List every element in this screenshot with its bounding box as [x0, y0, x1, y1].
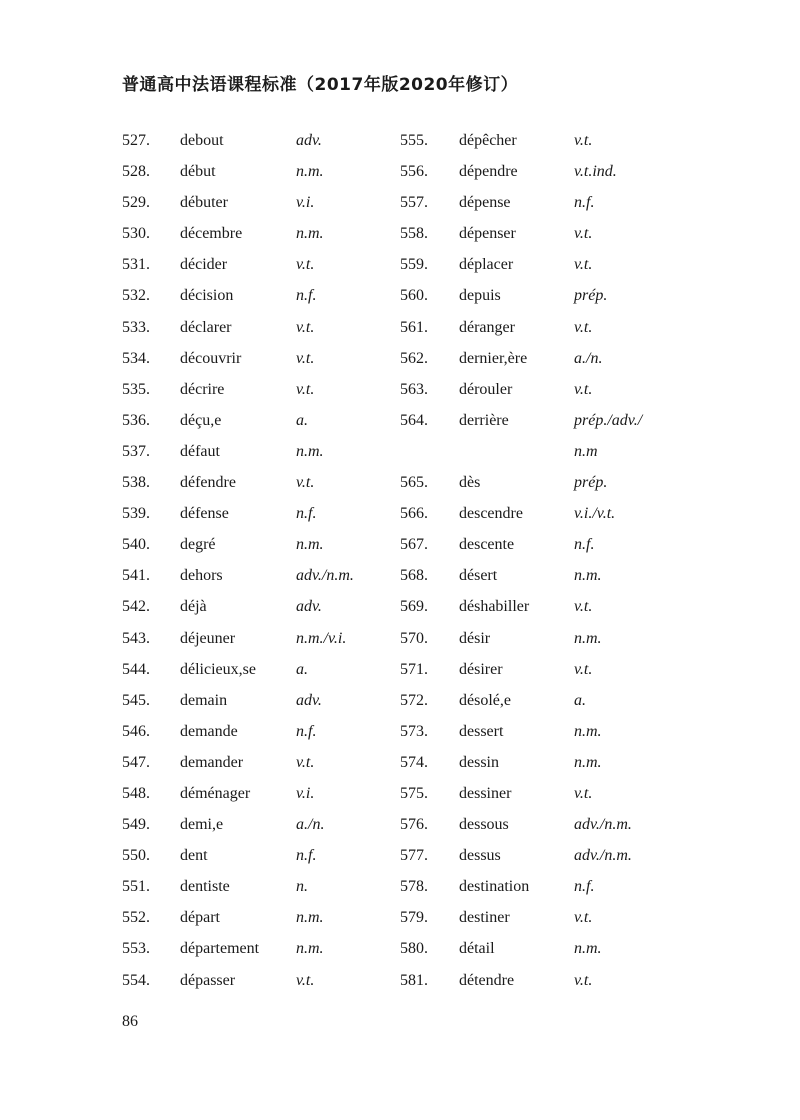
entry-number: 579. [400, 909, 428, 927]
entry-part-of-speech: adv./n.m. [574, 847, 632, 865]
vocab-entry [122, 374, 422, 405]
entry-word: département [180, 940, 260, 958]
entry-word: déshabiller [459, 598, 530, 616]
vocab-entry [400, 685, 700, 716]
entry-word: dessert [459, 722, 504, 740]
entry-number: 528. [122, 163, 150, 181]
entry-number: 557. [400, 194, 428, 212]
entry-part-of-speech: v.i. [296, 194, 315, 212]
vocab-entry [122, 498, 422, 529]
entry-part-of-speech: n.m. [296, 442, 324, 460]
entry-number: 555. [400, 132, 428, 149]
entry-number: 532. [122, 287, 150, 305]
entry-word: degré [180, 536, 216, 554]
entry-part-of-speech: v.t. [296, 256, 315, 274]
vocab-entry [400, 187, 700, 218]
entry-word: destination [459, 878, 530, 896]
entry-number: 537. [122, 442, 150, 460]
entry-part-of-speech: v.t. [574, 971, 593, 989]
entry-word: destiner [459, 909, 510, 927]
entry-word: dès [459, 474, 481, 492]
entry-part-of-speech: n.m. [296, 536, 324, 554]
vocab-entry [400, 280, 700, 311]
vocab-entry [400, 933, 700, 964]
entry-part-of-speech: v.t. [574, 784, 593, 802]
entry-word: délicieux,se [180, 660, 256, 678]
vocab-entry [122, 312, 422, 343]
entry-number: 561. [400, 318, 428, 336]
entry-word: déjà [180, 598, 207, 616]
entry-part-of-speech: n.m./v.i. [296, 629, 347, 647]
entry-part-of-speech: n.m. [296, 163, 324, 181]
vocab-entry [122, 965, 422, 996]
entry-part-of-speech: v.t. [296, 474, 315, 492]
entry-part-of-speech: v.t. [574, 598, 593, 616]
entry-word: dehors [180, 567, 223, 585]
vocab-entry [400, 716, 700, 747]
entry-number: 565. [400, 474, 428, 492]
entry-word: descente [459, 536, 515, 554]
entry-word: détail [459, 940, 495, 958]
entry-part-of-speech: v.t. [296, 318, 315, 336]
entry-number: 578. [400, 878, 428, 896]
entry-number: 545. [122, 691, 150, 709]
entry-word: décrire [180, 380, 225, 398]
vocab-entry [400, 747, 700, 778]
vocab-entry [400, 809, 700, 840]
entry-part-of-speech: n.m. [574, 629, 602, 647]
entry-word: déménager [180, 784, 251, 802]
vocab-entry [122, 467, 422, 498]
entry-number: 546. [122, 722, 150, 740]
vocab-entry [400, 902, 700, 933]
entry-word: demain [180, 691, 228, 709]
vocab-entry [122, 436, 422, 467]
entry-part-of-speech: n.m. [574, 567, 602, 585]
vocab-entry [400, 125, 700, 156]
entry-part-of-speech: n.f. [296, 847, 317, 865]
entry-part-of-speech: v.t. [296, 349, 315, 367]
entry-number: 548. [122, 784, 150, 802]
entry-part-of-speech: n.f. [296, 722, 317, 740]
entry-word: dépendre [459, 163, 518, 181]
entry-word: décision [180, 287, 234, 305]
entry-word: déclarer [180, 318, 232, 336]
entry-word: descendre [459, 505, 523, 523]
vocab-entry [122, 902, 422, 933]
entry-number: 554. [122, 971, 150, 989]
entry-word: désert [459, 567, 498, 585]
vocab-entry [400, 405, 700, 436]
entry-part-of-speech: n.f. [574, 194, 595, 212]
entry-word: déranger [459, 318, 515, 336]
entry-word: début [180, 163, 216, 181]
vocab-entry [122, 560, 422, 591]
vocab-entry [122, 933, 422, 964]
entry-part-of-speech: adv. [296, 691, 322, 709]
entry-word: débuter [180, 194, 228, 212]
entry-part-of-speech: n.f. [296, 287, 317, 305]
vocab-entry [400, 312, 700, 343]
vocab-entry [122, 747, 422, 778]
entry-word: déjeuner [180, 629, 236, 647]
entry-word: debout [180, 132, 224, 149]
entry-word: demi,e [180, 816, 224, 834]
entry-word: dentiste [180, 878, 230, 896]
entry-number: 547. [122, 753, 150, 771]
entry-number: 575. [400, 784, 428, 802]
entry-word: désolé,e [459, 691, 511, 709]
entry-word: déplacer [459, 256, 514, 274]
entry-part-of-speech: n.m. [296, 225, 324, 243]
entry-number: 573. [400, 722, 428, 740]
vocab-entry [400, 654, 700, 685]
entry-part-of-speech: v.t. [574, 660, 593, 678]
entry-number: 577. [400, 847, 428, 865]
entry-word: dessin [459, 753, 499, 771]
entry-word: défaut [180, 442, 220, 460]
entry-part-of-speech: adv./n.m. [296, 567, 354, 585]
page-header-title: 普通高中法语课程标准（2017年版2020年修订） [122, 75, 519, 95]
entry-word: demande [180, 722, 238, 740]
vocab-entry [122, 623, 422, 654]
entry-word: dépêcher [459, 132, 517, 149]
entry-part-of-speech: a. [296, 411, 308, 429]
entry-number: 562. [400, 349, 428, 367]
entry-part-of-speech: adv./n.m. [574, 816, 632, 834]
entry-word: dépense [459, 194, 511, 212]
entry-word: dent [180, 847, 208, 865]
entry-part-of-speech: v.t. [574, 380, 593, 398]
entry-part-of-speech: n.m. [574, 722, 602, 740]
entry-number: 542. [122, 598, 150, 616]
entry-part-of-speech: v.t. [574, 909, 593, 927]
entry-number: 567. [400, 536, 428, 554]
entry-number: 527. [122, 132, 150, 149]
vocab-entry [122, 218, 422, 249]
vocab-entry [400, 249, 700, 280]
entry-word: désir [459, 629, 491, 647]
entry-number: 572. [400, 691, 428, 709]
entry-number: 556. [400, 163, 428, 181]
entry-number: 571. [400, 660, 428, 678]
vocab-entry [122, 716, 422, 747]
entry-part-of-speech: a./n. [296, 816, 325, 834]
entry-number: 552. [122, 909, 150, 927]
entry-part-of-speech: v.i./v.t. [574, 505, 616, 523]
entry-number: 558. [400, 225, 428, 243]
entry-part-of-speech: n.m. [296, 940, 324, 958]
entry-part-of-speech: adv. [296, 598, 322, 616]
vocab-entry [122, 871, 422, 902]
entry-part-of-speech: n.f. [574, 878, 595, 896]
entry-number: 574. [400, 753, 428, 771]
entry-number: 566. [400, 505, 428, 523]
vocab-entry [122, 249, 422, 280]
entry-number: 550. [122, 847, 150, 865]
entry-part-of-speech: adv. [296, 132, 322, 149]
entry-number: 568. [400, 567, 428, 585]
entry-word: dernier,ère [459, 349, 528, 367]
entry-part-of-speech: a./n. [574, 349, 603, 367]
entry-part-of-speech: prép./adv./ [574, 411, 643, 429]
entry-part-of-speech: v.t. [574, 318, 593, 336]
vocab-entry [400, 467, 700, 498]
vocab-entry [400, 156, 700, 187]
entry-part-of-speech: a. [296, 660, 308, 678]
entry-number: 534. [122, 349, 150, 367]
entry-part-of-speech: n.f. [574, 536, 595, 554]
entry-number: 581. [400, 971, 428, 989]
entry-word: défense [180, 505, 229, 523]
vocab-entry [400, 560, 700, 591]
entry-number: 569. [400, 598, 428, 616]
vocab-entry [400, 436, 700, 467]
entry-part-of-speech: v.t. [574, 225, 593, 243]
entry-word: détendre [459, 971, 515, 989]
entry-number: 535. [122, 380, 150, 398]
entry-number: 529. [122, 194, 150, 212]
entry-number: 544. [122, 660, 150, 678]
vocab-entry [122, 405, 422, 436]
entry-number: 538. [122, 474, 150, 492]
vocab-entry [400, 591, 700, 622]
entry-number: 553. [122, 940, 150, 958]
vocab-entry [400, 343, 700, 374]
entry-part-of-speech: a. [574, 691, 586, 709]
entry-part-of-speech: v.t. [296, 971, 315, 989]
vocab-entry [122, 280, 422, 311]
entry-part-of-speech: v.t.ind. [574, 163, 617, 181]
entry-part-of-speech: prép. [574, 474, 608, 492]
vocab-entry [122, 778, 422, 809]
vocab-column-right [400, 125, 700, 996]
entry-number: 530. [122, 225, 150, 243]
entry-word: désirer [459, 660, 503, 678]
entry-part-of-speech: n.m. [574, 940, 602, 958]
entry-number: 536. [122, 411, 150, 429]
entry-word: demander [180, 753, 244, 771]
entry-number: 564. [400, 411, 428, 429]
vocab-entry [122, 529, 422, 560]
entry-word: derrière [459, 411, 509, 429]
entry-number: 540. [122, 536, 150, 554]
entry-word: dépenser [459, 225, 516, 243]
entry-part-of-speech: n. [296, 878, 308, 896]
entry-word: découvrir [180, 349, 242, 367]
entry-number: 543. [122, 629, 150, 647]
entry-number: 539. [122, 505, 150, 523]
vocab-entry [122, 809, 422, 840]
entry-word: dessus [459, 847, 501, 865]
entry-number: 560. [400, 287, 428, 305]
entry-word: décembre [180, 225, 243, 243]
vocab-entry [122, 187, 422, 218]
vocab-entry [400, 778, 700, 809]
vocab-entry [400, 840, 700, 871]
vocab-entry [400, 218, 700, 249]
entry-part-of-speech: v.t. [574, 132, 593, 149]
entry-number: 563. [400, 380, 428, 398]
vocab-column-left [122, 125, 422, 996]
entry-word: défendre [180, 474, 236, 492]
vocab-entry [122, 591, 422, 622]
entry-number: 533. [122, 318, 150, 336]
entry-word: depuis [459, 287, 501, 305]
vocab-entry [400, 374, 700, 405]
entry-word: dessiner [459, 784, 512, 802]
vocab-entry [122, 125, 422, 156]
entry-word: décider [180, 256, 228, 274]
entry-word: dessous [459, 816, 509, 834]
entry-part-of-speech: n.f. [296, 505, 317, 523]
vocab-entry [400, 871, 700, 902]
entry-part-of-speech: v.i. [296, 784, 315, 802]
entry-word: dépasser [180, 971, 236, 989]
entry-part-of-speech: n.m [574, 442, 598, 460]
entry-number: 570. [400, 629, 428, 647]
vocab-entry [400, 623, 700, 654]
entry-number: 551. [122, 878, 150, 896]
page-number: 86 [122, 1013, 138, 1030]
entry-number: 559. [400, 256, 428, 274]
vocab-entry [122, 840, 422, 871]
vocab-entry [122, 654, 422, 685]
entry-part-of-speech: n.m. [296, 909, 324, 927]
entry-part-of-speech: prép. [574, 287, 608, 305]
entry-part-of-speech: v.t. [296, 753, 315, 771]
entry-number: 531. [122, 256, 150, 274]
entry-word: départ [180, 909, 220, 927]
entry-number: 549. [122, 816, 150, 834]
entry-word: déçu,e [180, 411, 222, 429]
vocab-entry [122, 685, 422, 716]
vocab-entry [400, 965, 700, 996]
entry-part-of-speech: n.m. [574, 753, 602, 771]
entry-part-of-speech: v.t. [296, 380, 315, 398]
entry-part-of-speech: v.t. [574, 256, 593, 274]
vocab-entry [400, 498, 700, 529]
entry-number: 580. [400, 940, 428, 958]
entry-word: dérouler [459, 380, 513, 398]
entry-number: 541. [122, 567, 150, 585]
vocab-entry [122, 156, 422, 187]
vocab-entry [122, 343, 422, 374]
entry-number: 576. [400, 816, 428, 834]
vocab-entry [400, 529, 700, 560]
